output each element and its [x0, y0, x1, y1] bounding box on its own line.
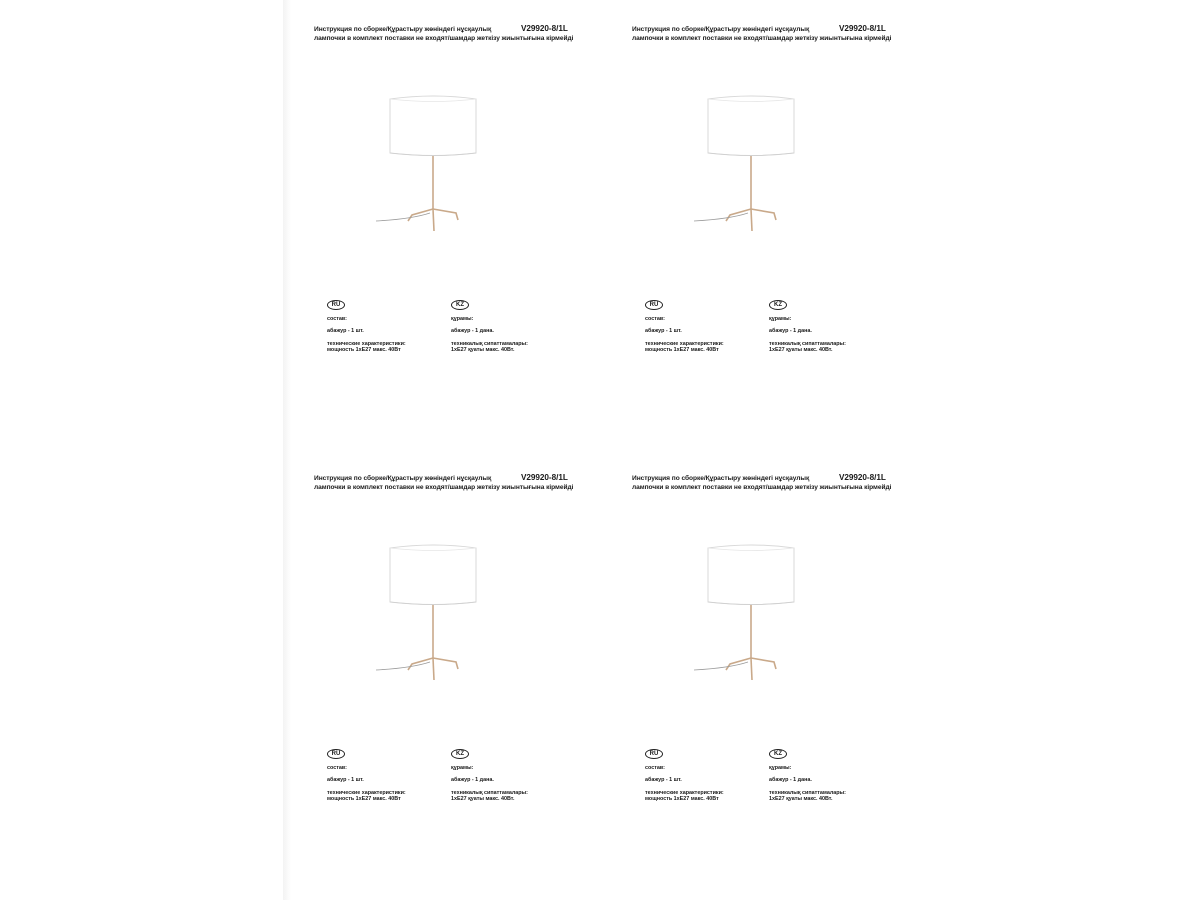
instruction-panel — [314, 474, 614, 834]
ru-section — [327, 300, 467, 354]
ru-composition-label: состав: — [327, 765, 347, 771]
instruction-panel — [632, 474, 932, 834]
header-title: Инструкция по сборке/Құрастыру жөніндегі нұсқаулық — [632, 475, 810, 482]
ru-specs-label: технические характеристики: — [645, 789, 724, 796]
table-lamp-icon — [690, 95, 800, 245]
kz-composition-item: абажур - 1 дана. — [451, 777, 494, 784]
kz-badge: KZ — [769, 749, 787, 759]
model-number: V29920-8/1L — [839, 473, 886, 482]
ru-section — [645, 749, 785, 803]
ru-specs-value: мощность 1хЕ27 макс. 40Вт — [645, 796, 719, 803]
kz-specs-value: 1хЕ27 қуаты макс. 40Вт. — [769, 347, 833, 354]
ru-composition-label: состав: — [645, 316, 665, 322]
ru-badge: RU — [327, 300, 345, 310]
header-title: Инструкция по сборке/Құрастыру жөніндегі нұсқаулық — [632, 26, 810, 33]
kz-section — [451, 749, 591, 803]
header-note: лампочки в комплект поставки не входят/шамдар жеткізу жиынтығына кірмейді — [314, 35, 574, 42]
header-note: лампочки в комплект поставки не входят/шамдар жеткізу жиынтығына кірмейді — [632, 35, 892, 42]
ru-composition-item: абажур - 1 шт. — [327, 328, 364, 335]
ru-specs-value: мощность 1хЕ27 макс. 40Вт — [645, 347, 719, 354]
ru-specs-value: мощность 1хЕ27 макс. 40Вт — [327, 347, 401, 354]
kz-composition-item: абажур - 1 дана. — [769, 777, 812, 784]
panel-header — [314, 474, 604, 492]
kz-badge: KZ — [769, 300, 787, 310]
kz-specs-value: 1хЕ27 қуаты макс. 40Вт. — [769, 796, 833, 803]
kz-section — [769, 300, 909, 354]
ru-composition-item: абажур - 1 шт. — [645, 777, 682, 784]
kz-section — [769, 749, 909, 803]
model-number: V29920-8/1L — [521, 24, 568, 33]
panel-header — [632, 25, 922, 43]
ru-composition-label: состав: — [327, 316, 347, 322]
table-lamp-icon — [372, 95, 482, 245]
kz-section — [451, 300, 591, 354]
kz-composition-label: құрамы: — [451, 316, 474, 322]
table-lamp-icon — [690, 544, 800, 694]
panel-header — [314, 25, 604, 43]
kz-specs-label: техникалық сипаттамалары: — [769, 340, 846, 347]
instruction-panel — [314, 25, 614, 385]
kz-composition-item: абажур - 1 дана. — [769, 328, 812, 335]
ru-specs-label: технические характеристики: — [327, 789, 406, 796]
model-number: V29920-8/1L — [839, 24, 886, 33]
ru-badge: RU — [327, 749, 345, 759]
ru-section — [645, 300, 785, 354]
ru-composition-item: абажур - 1 шт. — [645, 328, 682, 335]
kz-specs-label: техникалық сипаттамалары: — [451, 340, 528, 347]
header-note: лампочки в комплект поставки не входят/шамдар жеткізу жиынтығына кірмейді — [632, 484, 892, 491]
kz-composition-label: құрамы: — [451, 765, 474, 771]
ru-section — [327, 749, 467, 803]
model-number: V29920-8/1L — [521, 473, 568, 482]
kz-badge: KZ — [451, 749, 469, 759]
header-note: лампочки в комплект поставки не входят/шамдар жеткізу жиынтығына кірмейді — [314, 484, 574, 491]
ru-specs-value: мощность 1хЕ27 макс. 40Вт — [327, 796, 401, 803]
kz-specs-value: 1хЕ27 қуаты макс. 40Вт. — [451, 796, 515, 803]
kz-specs-label: техникалық сипаттамалары: — [769, 789, 846, 796]
ru-specs-label: технические характеристики: — [327, 340, 406, 347]
kz-composition-label: құрамы: — [769, 316, 792, 322]
ru-composition-item: абажур - 1 шт. — [327, 777, 364, 784]
ru-specs-label: технические характеристики: — [645, 340, 724, 347]
kz-specs-value: 1хЕ27 қуаты макс. 40Вт. — [451, 347, 515, 354]
instruction-panel — [632, 25, 932, 385]
header-title: Инструкция по сборке/Құрастыру жөніндегі нұсқаулық — [314, 475, 492, 482]
kz-composition-label: құрамы: — [769, 765, 792, 771]
page-edge-shadow — [283, 0, 291, 900]
header-title: Инструкция по сборке/Құрастыру жөніндегі нұсқаулық — [314, 26, 492, 33]
panel-header — [632, 474, 922, 492]
kz-badge: KZ — [451, 300, 469, 310]
kz-composition-item: абажур - 1 дана. — [451, 328, 494, 335]
table-lamp-icon — [372, 544, 482, 694]
ru-badge: RU — [645, 300, 663, 310]
kz-specs-label: техникалық сипаттамалары: — [451, 789, 528, 796]
ru-badge: RU — [645, 749, 663, 759]
ru-composition-label: состав: — [645, 765, 665, 771]
